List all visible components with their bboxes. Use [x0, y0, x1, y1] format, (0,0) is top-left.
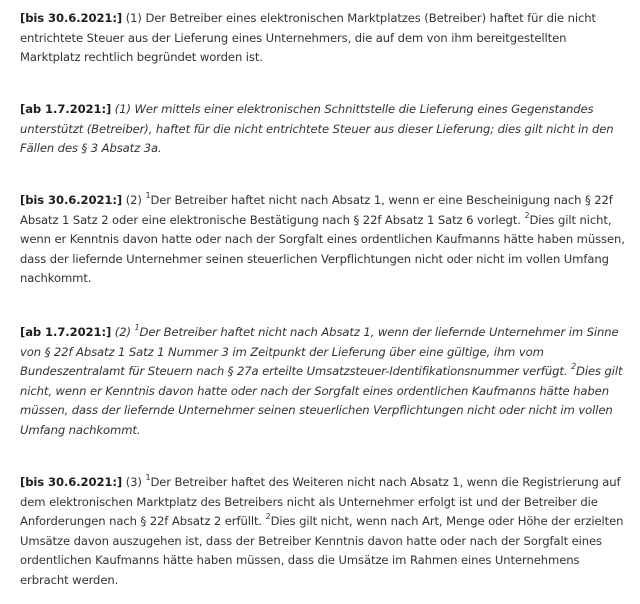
- paragraph-number: (1): [125, 11, 142, 25]
- sentence-number: 2: [571, 362, 576, 372]
- sentence-text: Dies gilt nicht, wenn er Kenntnis davon hatte oder nach der Sorgfalt eines ordentlichen Kaufmanns hätte haben müssen, dass der liefernde Unternehmer seinen steuerlichen Verpflichtungen nicht oder nicht im vollen Umfang nachkommt.: [20, 212, 625, 286]
- validity-date-label: [bis 30.6.2021:]: [20, 193, 123, 207]
- paragraph-1-until-2021-06-30: [20, 9, 625, 68]
- validity-date-label: [bis 30.6.2021:]: [20, 11, 123, 25]
- sentence-text: Der Betreiber haftet nicht nach Absatz 1, wenn der liefernde Unternehmer im Sinne von § 22f Absatz 1 Satz 1 Nummer 3 im Zeitpunkt der Lieferung über eine gültige, ihm vom Bundeszentralamt für Steuern nach § 27a erteilte Umsatzsteuer-Identifikationsnummer verfügt.: [20, 325, 619, 379]
- paragraph-text: Wer mittels einer elektronischen Schnittstelle die Lieferung eines Gegenstandes unterstützt (Betreiber), haftet für die nicht entrichtete Steuer aus dieser Lieferung; dies gilt nicht in den Fällen des § 3 Absatz 3a.: [20, 102, 614, 156]
- sentence-text: Dies gilt nicht, wenn er Kenntnis davon hatte oder nach der Sorgfalt eines ordentlichen Kaufmanns hätte haben müssen, dass der liefernde Unternehmer seinen steuerlichen Verpflichtungen nicht oder nicht im vollen Umfang nachkommt.: [20, 364, 623, 437]
- sentence-number: 2: [524, 210, 530, 220]
- paragraph-1-from-2021-07-01: [20, 100, 625, 159]
- paragraph-number: (1): [114, 102, 131, 116]
- sentence-number: 1: [134, 323, 140, 333]
- paragraph-2-until-2021-06-30: [20, 191, 625, 289]
- validity-date-label: [bis 30.6.2021:]: [20, 475, 123, 489]
- validity-date-label: [ab 1.7.2021:]: [20, 325, 112, 339]
- sentence-text: Der Betreiber haftet des Weiteren nicht nach Absatz 1, wenn die Registrierung auf dem elektronischen Marktplatz des Betreibers nicht als Unternehmer erfolgt ist und der Betreiber die Anforderungen nach § 22f Absatz 2 erfüllt.: [20, 475, 621, 529]
- sentence-text: Dies gilt nicht, wenn nach Art, Menge oder Höhe der erzielten Umsätze davon auszugehen ist, dass der Betreiber Kenntnis davon hatte oder nach der Sorgfalt eines ordentlichen Kaufmanns hätte haben müssen, dass die Umsätze im Rahmen eines Unternehmens erbracht werden.: [20, 514, 624, 587]
- sentence-text: Der Betreiber haftet nicht nach Absatz 1, wenn er eine Bescheinigung nach § 22f Absatz 1 Satz 2 oder eine elektronische Bestätigung nach § 22f Absatz 1 Satz 6 vorlegt.: [20, 193, 613, 227]
- paragraph-3-until-2021-06-30: [20, 473, 625, 591]
- sentence-number: 1: [145, 191, 151, 201]
- paragraph-text: Der Betreiber eines elektronischen Marktplatzes (Betreiber) haftet für die nicht entrichtete Steuer aus der Lieferung eines Unternehmers, die auf dem von ihm bereitgestellten Marktplatz rechtlich begründet worden ist.: [20, 11, 596, 65]
- paragraph-number: (3): [125, 475, 142, 489]
- sentence-number: 1: [145, 473, 151, 483]
- paragraph-number: (2): [125, 193, 142, 207]
- paragraph-2-from-2021-07-01: [20, 323, 625, 441]
- sentence-number: 2: [265, 512, 271, 522]
- validity-date-label: [ab 1.7.2021:]: [20, 102, 112, 116]
- paragraph-number: (2): [114, 325, 131, 339]
